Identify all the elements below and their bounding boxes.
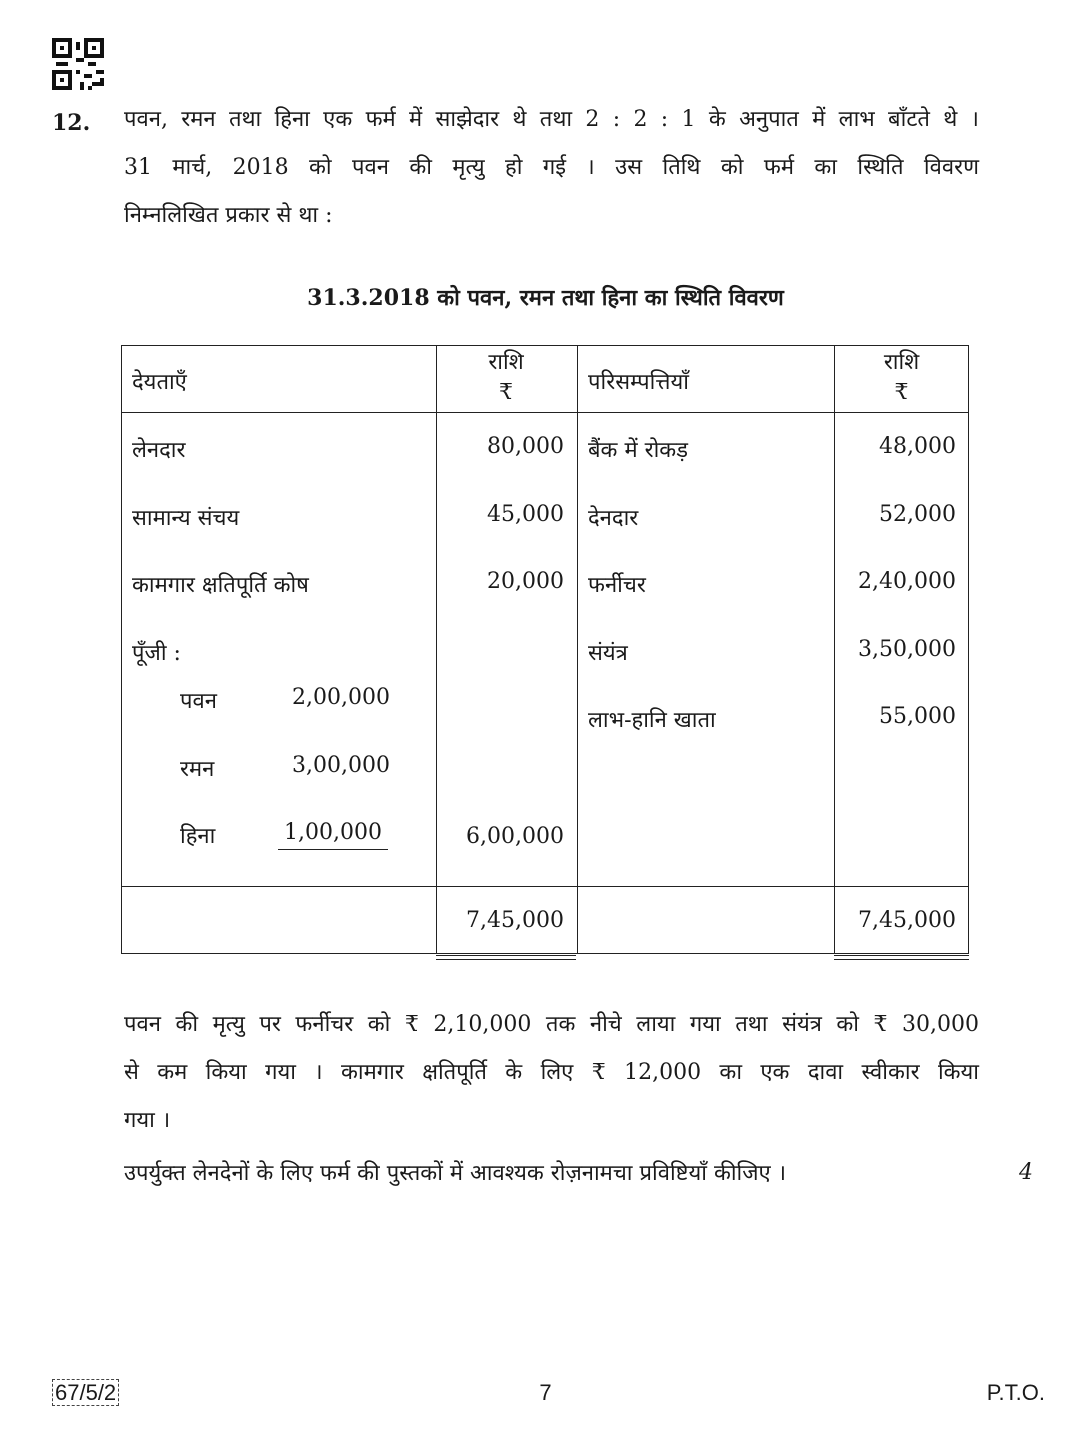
liability-amount: 80,000 [487, 434, 564, 459]
header-assets: परिसम्पत्तियाँ [588, 370, 689, 395]
intro-line-1: पवन, रमन तथा हिना एक फर्म में साझेदार थे तथा 2 : 2 : 1 के अनुपात में लाभ बाँटते थे । [124, 107, 979, 132]
adjustment-line-2: से कम किया गया । कामगार क्षतिपूर्ति के लिए ₹ 12,000 का एक दावा स्वीकार किया [124, 1060, 979, 1085]
header-amount-assets: राशि [883, 350, 920, 375]
adjustments-text [124, 1001, 979, 1145]
asset-amount: 52,000 [879, 502, 956, 527]
liability-label: सामान्य संचय [132, 506, 240, 531]
header-amount-liabilities: राशि [488, 350, 524, 375]
intro-line-2: 31 मार्च, 2018 को पवन की मृत्यु हो गई । उस तिथि को फर्म का स्थिति विवरण [124, 155, 979, 180]
asset-amount: 48,000 [879, 434, 956, 459]
partner-name: रमन [180, 757, 215, 782]
liability-label: लेनदार [132, 438, 186, 463]
header-currency-liabilities: ₹ [499, 380, 513, 405]
liabilities-total: 7,45,000 [466, 908, 564, 933]
adjustment-line-3: गया । [124, 1108, 171, 1133]
page-number: 7 [539, 1380, 552, 1405]
header-currency-assets: ₹ [894, 380, 909, 405]
partner-capital: 1,00,000 [278, 820, 388, 850]
asset-amount: 3,50,000 [858, 637, 956, 662]
capital-label: पूँजी : [132, 641, 181, 666]
asset-label: देनदार [588, 506, 639, 531]
asset-label: बैंक में रोकड़ [588, 438, 688, 463]
intro-line-3: निम्नलिखित प्रकार से था : [124, 203, 333, 228]
asset-label: फर्नीचर [588, 573, 646, 598]
question-intro [124, 96, 979, 240]
partner-capital: 2,00,000 [292, 685, 390, 710]
marks: 4 [1019, 1160, 1033, 1185]
liability-label: कामगार क्षतिपूर्ति कोष [132, 573, 309, 598]
partner-name: पवन [180, 689, 217, 714]
balance-sheet-title: 31.3.2018 को पवन, रमन तथा हिना का स्थिति विवरण [307, 285, 784, 311]
asset-label: संयंत्र [588, 641, 628, 666]
paper-code: 67/5/2 [52, 1379, 119, 1406]
partner-name: हिना [180, 824, 216, 849]
question-number: 12. [52, 110, 91, 136]
qr-code-icon [52, 38, 104, 90]
pto-label: P.T.O. [986, 1380, 1045, 1405]
asset-amount: 55,000 [879, 704, 956, 729]
liabilities-total-double-rule [436, 955, 576, 960]
assets-total: 7,45,000 [858, 908, 956, 933]
partner-capital: 3,00,000 [292, 753, 390, 778]
instruction-text: उपर्युक्त लेनदेनों के लिए फर्म की पुस्तकों में आवश्यक रोज़नामचा प्रविष्टियाँ कीजिए । [124, 1161, 787, 1186]
header-liabilities: देयताएँ [132, 370, 187, 395]
liability-amount: 45,000 [487, 502, 564, 527]
liability-amount: 20,000 [487, 569, 564, 594]
assets-total-double-rule [834, 955, 969, 960]
asset-label: लाभ-हानि खाता [588, 708, 716, 733]
asset-amount: 2,40,000 [858, 569, 956, 594]
adjustment-line-1: पवन की मृत्यु पर फर्नीचर को ₹ 2,10,000 तक नीचे लाया गया तथा संयंत्र को ₹ 30,000 [124, 1012, 979, 1037]
capital-total: 6,00,000 [466, 824, 564, 849]
